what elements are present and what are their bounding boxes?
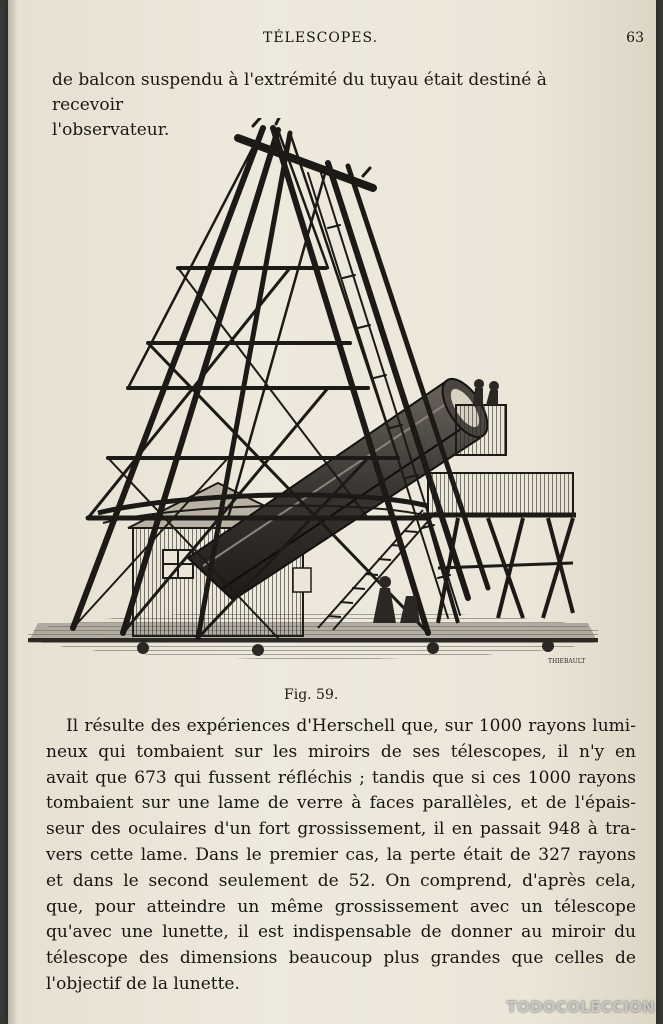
- ground: [28, 611, 598, 659]
- site-watermark: TODOCOLECCION: [506, 998, 655, 1016]
- text-line: de balcon suspendu à l'extrémité du tuyau était destiné à recevoir: [52, 70, 547, 115]
- text-line: télescope des dimensions beaucoup plus grandes que celles de: [46, 948, 636, 969]
- text-line: vers cette lame. Dans le premier cas, la perte était de 327 rayons: [46, 844, 636, 865]
- text-line: qu'avec une lunette, il est indispensable de donner au miroir du: [46, 922, 636, 943]
- page-number: 63: [626, 30, 644, 46]
- right-balcony: [423, 473, 576, 623]
- text-line: que, pour atteindre un même grossissement avec un télescope: [46, 896, 636, 917]
- running-header: [8, 30, 656, 54]
- engraver-signature: THIEBAULT: [548, 658, 586, 665]
- text-line: neux qui tombaient sur les miroirs de ses télescopes, il n'y en: [46, 741, 636, 762]
- text-line: tombaient sur une lame de verre à faces parallèles, et de l'épais-: [46, 793, 636, 814]
- text-line: l'observateur.: [52, 120, 170, 140]
- text-line: et dans le second seulement de 52. On comprend, d'après cela,: [46, 870, 636, 891]
- telescope-engraving: [28, 118, 598, 678]
- text-line: seur des oculaires d'un fort grossissement, il en passait 948 à tra-: [46, 819, 636, 840]
- running-title: TÉLESCOPES.: [263, 30, 379, 46]
- body-paragraph: [46, 714, 636, 998]
- figure-caption: Fig. 59.: [284, 687, 339, 703]
- text-line: l'objectif de la lunette.: [46, 973, 240, 994]
- text-line: avait que 673 qui fussent réfléchis ; tandis que si ces 1000 rayons: [46, 767, 636, 788]
- page-gutter-shadow: [8, 0, 18, 1024]
- herschel-telescope-illustration: [28, 118, 598, 678]
- book-page: [8, 0, 656, 1024]
- text-line: Il résulte des expériences d'Herschell que, sur 1000 rayons lumi-: [66, 716, 636, 736]
